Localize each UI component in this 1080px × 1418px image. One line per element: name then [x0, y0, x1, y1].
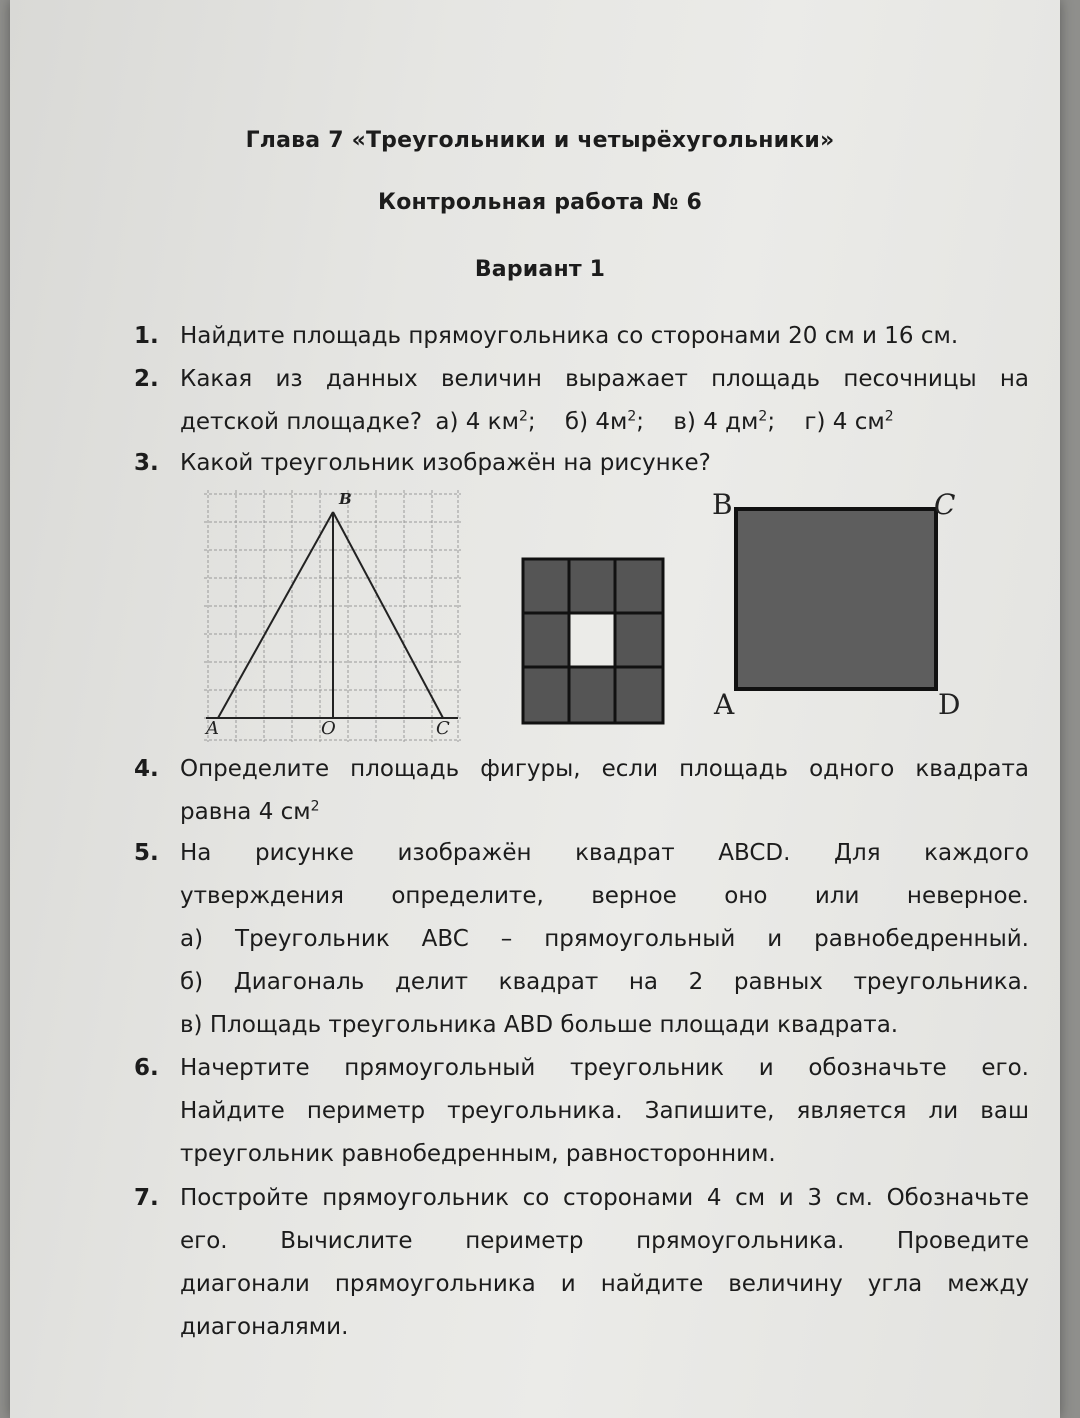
variant-title: Вариант 1: [474, 257, 606, 282]
squares-figure: [520, 556, 666, 726]
triangle-label-b: B: [339, 490, 352, 508]
task-text-line: На рисунке изображён квадрат ABCD. Для каждого: [180, 840, 1029, 866]
square-label-c: C: [934, 488, 956, 521]
square-label-a: A: [714, 688, 735, 721]
task-4: [134, 748, 1029, 834]
square-label-b: B: [712, 488, 733, 521]
task-text-fragment: детской площадке?: [180, 409, 423, 435]
task-text-line: Какая из данных величин выражает площадь песочницы на: [180, 366, 1029, 392]
task-text-line: его. Вычислите периметр прямоугольника. Проведите: [180, 1228, 1029, 1254]
task-text-line: [180, 401, 1029, 444]
task-number: 4.: [134, 756, 159, 782]
task-6: [134, 1047, 1029, 1176]
square-abcd-figure: [708, 484, 970, 724]
task-text-line: равна 4 $см^2$: [180, 798, 320, 825]
statement-b: б) Диагональ делит квадрат на 2 равных треугольника.: [180, 969, 1029, 995]
task-number: 7.: [134, 1185, 159, 1211]
task-text-line: треугольник равнобедренным, равносторонним.: [180, 1141, 776, 1167]
triangle-label-a: A: [206, 718, 219, 739]
task-text-line: диагонали прямоугольника и найдите величину угла между: [180, 1271, 1029, 1297]
task-number: 3.: [134, 450, 159, 476]
task-1: [134, 315, 1029, 358]
statement-c: в) Площадь треугольника ABD больше площади квадрата.: [180, 1012, 899, 1038]
task-5: [134, 832, 1029, 1047]
option-b: б) $4м^2$;: [564, 408, 645, 435]
triangle-figure: [196, 484, 466, 746]
triangle-label-c: C: [436, 718, 450, 739]
task-7: [134, 1177, 1029, 1349]
task-text: Найдите площадь прямоугольника со сторонами 20 см и 16 см.: [180, 323, 959, 349]
option-a: а) 4 $км^2$;: [435, 408, 536, 435]
task-2: [134, 358, 1029, 444]
option-d: г) 4 $см^2$: [804, 408, 894, 435]
task-number: 5.: [134, 840, 159, 866]
statement-a: а) Треугольник ABC – прямоугольный и равнобедренный.: [180, 926, 1029, 952]
task-text-line: Найдите периметр треугольника. Запишите, является ли ваш: [180, 1098, 1029, 1124]
task-text: Какой треугольник изображён на рисунке?: [180, 450, 711, 476]
option-c: в) 4 $дм^2$;: [673, 408, 776, 435]
square-label-d: D: [938, 688, 961, 721]
task-text-line: Постройте прямоугольник со сторонами 4 см и 3 см. Обозначьте: [180, 1185, 1029, 1211]
task-number: 6.: [134, 1055, 159, 1081]
task-text-line: утверждения определите, верное оно или неверное.: [180, 883, 1029, 909]
task-text-line: Определите площадь фигуры, если площадь одного квадрата: [180, 756, 1029, 782]
task-text-line: Начертите прямоугольный треугольник и обозначьте его.: [180, 1055, 1029, 1081]
triangle-label-o: O: [321, 718, 336, 739]
task-number: 1.: [134, 323, 159, 349]
task-text-line: диагоналями.: [180, 1314, 349, 1340]
task-3: [134, 442, 1029, 485]
chapter-title: Глава 7 «Треугольники и четырёхугольники»: [245, 128, 835, 153]
task-number: 2.: [134, 366, 159, 392]
work-title: Контрольная работа № 6: [378, 190, 702, 215]
